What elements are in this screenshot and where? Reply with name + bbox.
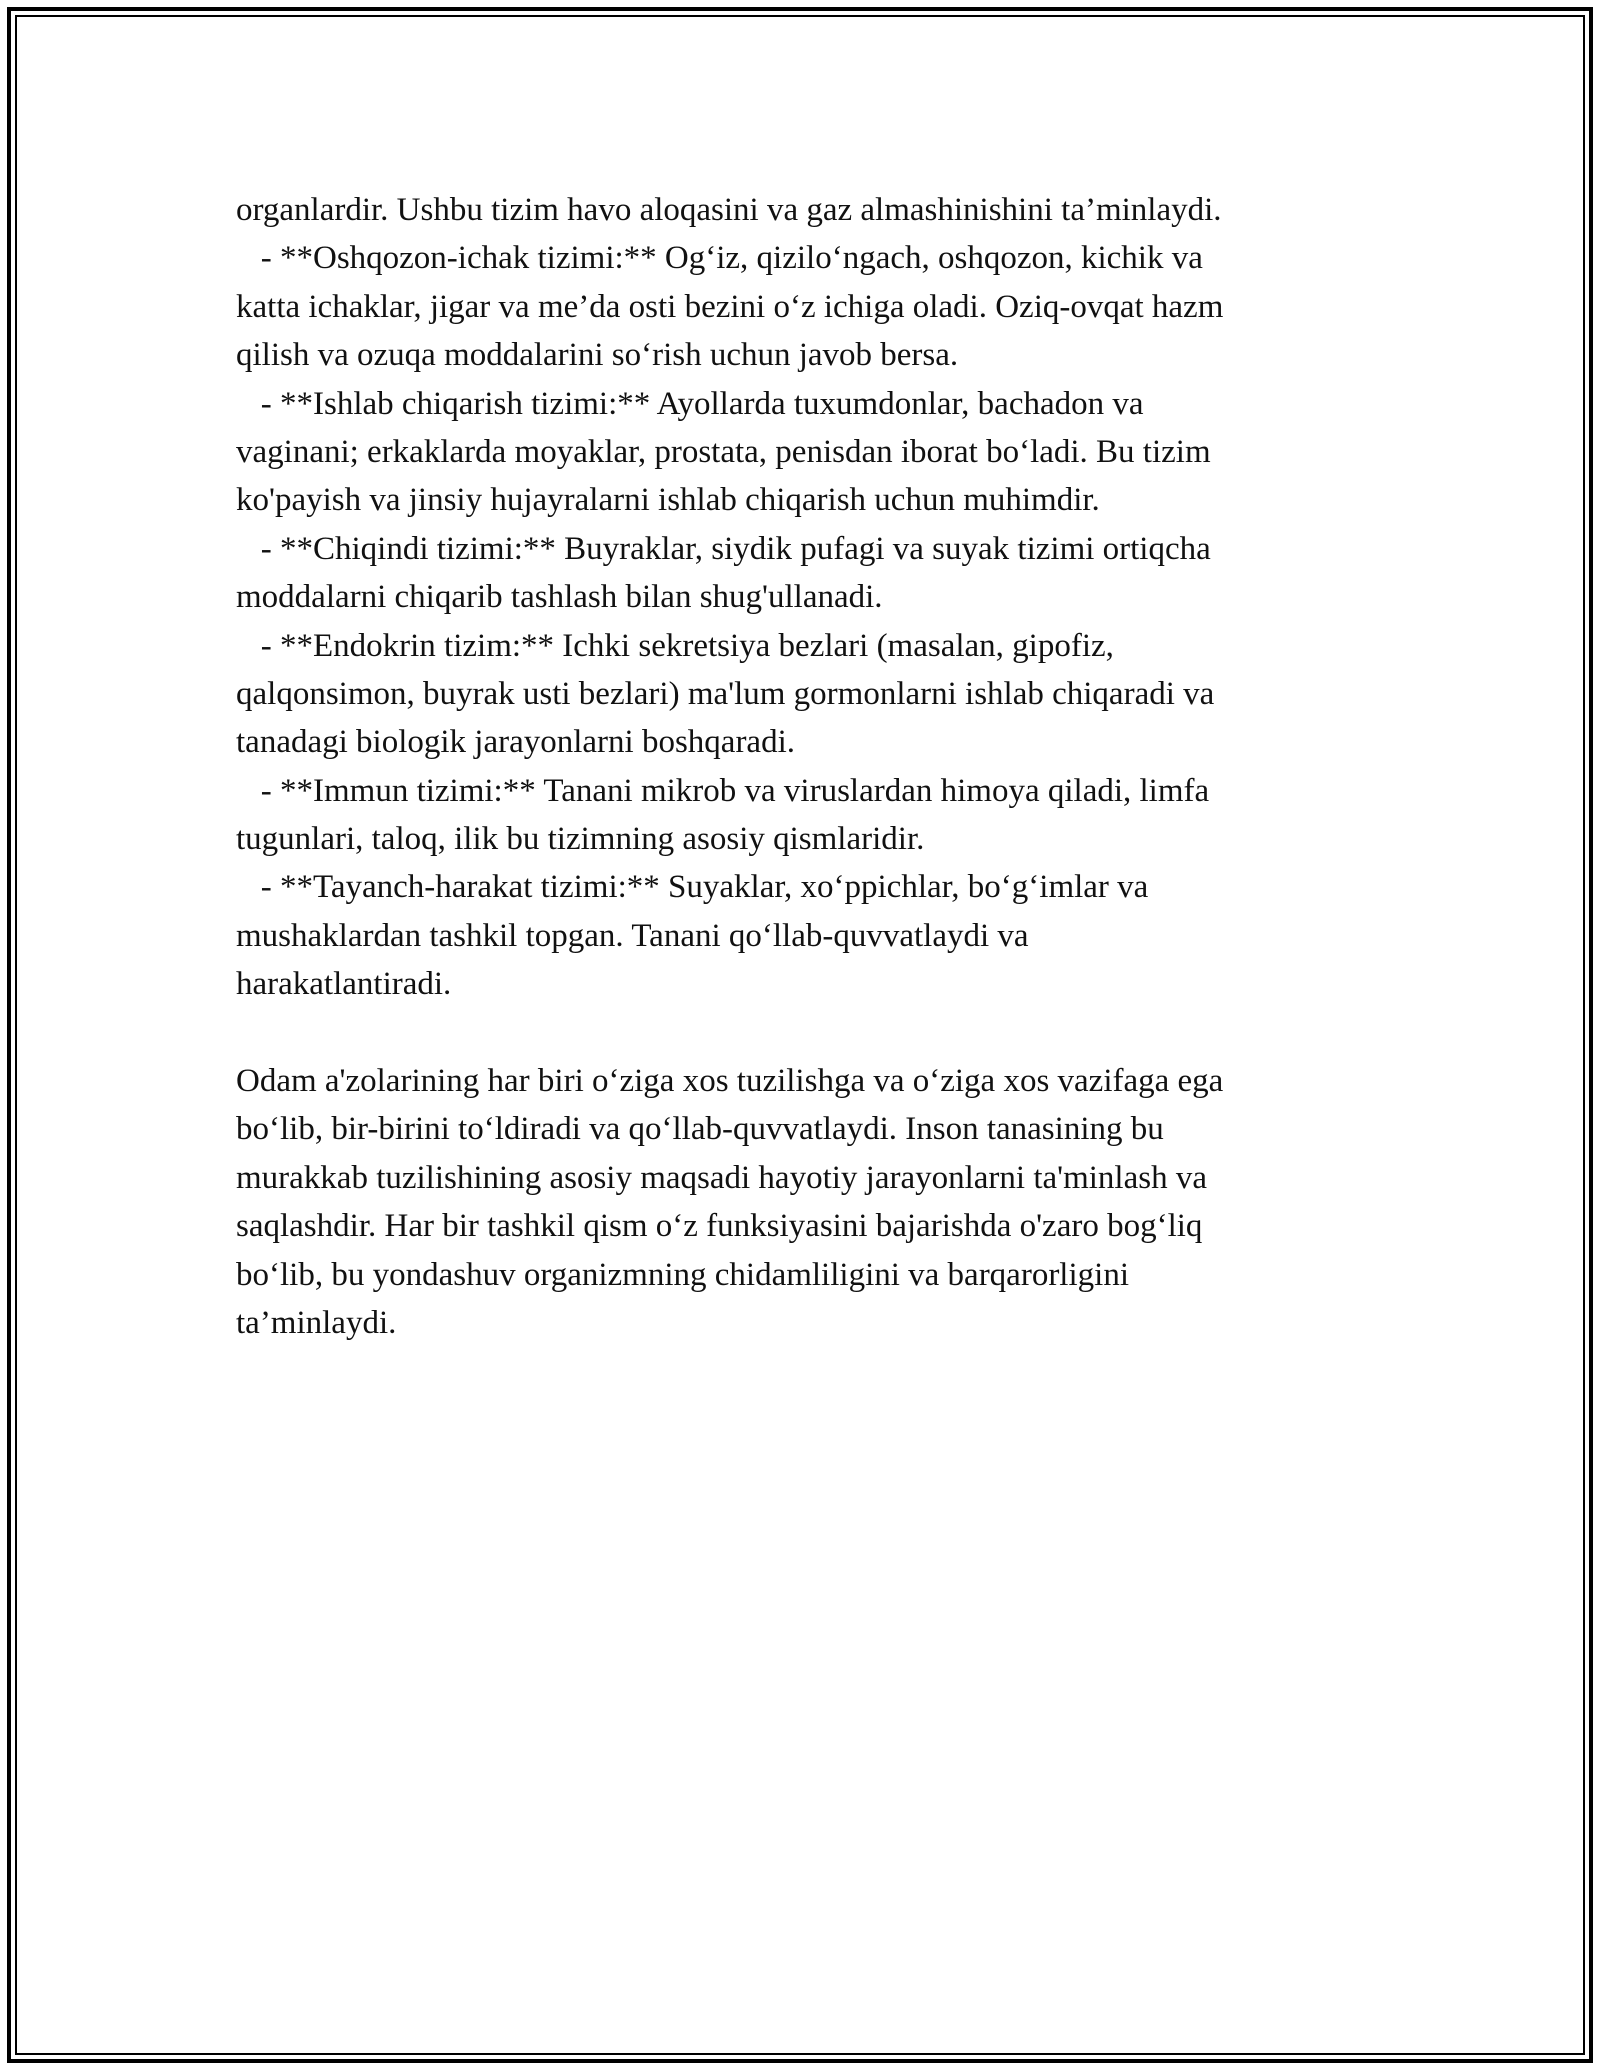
text-line: - **Chiqindi tizimi:** Buyraklar, siydik pufagi va suyak tizimi ortiqcha [236,530,1211,567]
text-line: qalqonsimon, buyrak usti bezlari) ma'lum gormonlarni ishlab chiqaradi va [236,675,1215,712]
text-line: - **Immun tizimi:** Tanani mikrob va viruslardan himoya qiladi, limfa [236,772,1210,809]
text-line: Odam a'zolarining har biri o‘ziga xos tuzilishga va o‘ziga xos vazifaga ega [236,1063,1224,1100]
body-systems-list [236,186,1396,1009]
text-line: moddalarni chiqarib tashlash bilan shug'ullanadi. [236,579,883,616]
text-line: bo‘lib, bu yondashuv organizmning chidamliligini va barqarorligini [236,1256,1129,1293]
text-line: katta ichaklar, jigar va me’da osti bezini o‘z ichiga oladi. Oziq-ovqat hazm [236,288,1224,325]
text-line: vaginani; erkaklarda moyaklar, prostata, penisdan iborat bo‘ladi. Bu tizim [236,433,1211,470]
text-line: mushaklardan tashkil topgan. Tanani qo‘llab-quvvatlaydi va [236,917,1029,954]
text-line: - **Tayanch-harakat tizimi:** Suyaklar, xo‘ppichlar, bo‘g‘imlar va [236,869,1149,906]
text-line: ko'payish va jinsiy hujayralarni ishlab chiqarish uchun muhimdir. [236,482,1100,519]
text-line: tugunlari, taloq, ilik bu tizimning asosiy qismlaridir. [236,821,925,858]
text-line: bo‘lib, bir-birini to‘ldiradi va qo‘llab-quvvatlaydi. Inson tanasining bu [236,1111,1164,1148]
document-body [236,186,1396,1347]
conclusion-paragraph [236,1057,1396,1347]
paragraph-spacer [236,1009,1396,1057]
text-line: murakkab tuzilishining asosiy maqsadi hayotiy jarayonlarni ta'minlash va [236,1159,1207,1196]
text-line: organlardir. Ushbu tizim havo aloqasini va gaz almashinishini ta’minlaydi. [236,192,1222,228]
text-line: tanadagi biologik jarayonlarni boshqaradi. [236,724,796,761]
text-line: - **Ishlab chiqarish tizimi:** Ayollarda tuxumdonlar, bachadon va [236,385,1144,422]
text-line: - **Endokrin tizim:** Ichki sekretsiya bezlari (masalan, gipofiz, [236,627,1114,664]
text-line: ta’minlaydi. [236,1304,397,1341]
text-line: - **Oshqozon-ichak tizimi:** Og‘iz, qizilo‘ngach, oshqozon, kichik va [236,240,1203,277]
text-line: qilish va ozuqa moddalarini so‘rish uchun javob bersa. [236,337,959,374]
text-line: harakatlantiradi. [236,966,452,1003]
text-line: saqlashdir. Har bir tashkil qism o‘z funksiyasini bajarishda o'zaro bog‘liq [236,1208,1203,1245]
